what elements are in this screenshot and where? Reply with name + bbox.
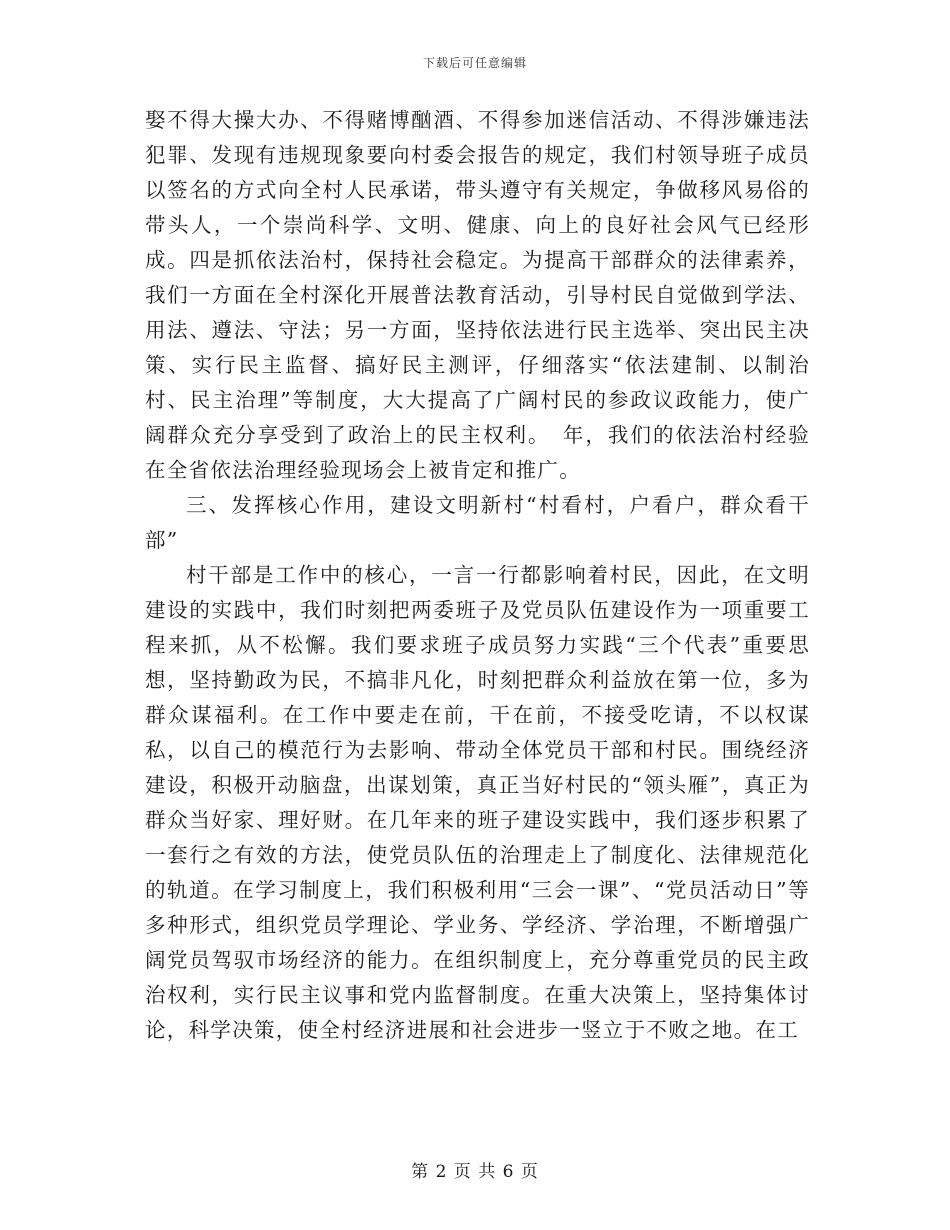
document-body	[145, 103, 810, 1048]
page-number: 第 2 页 共 6 页	[411, 1162, 539, 1182]
section-heading-three: 三、发挥核心作用，建设文明新村“村看村，户看户，群众看干部”	[145, 493, 810, 552]
paragraph-village-cadres: 村干部是工作中的核心，一言一行都影响着村民，因此，在文明建设的实践中，我们时刻把两委班子及党员队伍建设作为一项重要工程来抓，从不松懈。我们要求班子成员努力实践“三个代表”重要思想，坚持勤政为民，不搞非凡化，时刻把群众利益放在第一位，多为群众谋福利。在工作中要走在前，干在前，不接受吃请，不以权谋私，以自己的模范行为去影响、带动全体党员干部和村民。围绕经济建设，积极开动脑盘，出谋划策，真正当好村民的“领头雁”，真正为群众当好家、理好财。在几年来的班子建设实践中，我们逐步积累了一套行之有效的方法，使党员队伍的治理走上了制度化、法律规范化的轨道。在学习制度上，我们积极利用“三会一课”、“党员活动日”等多种形式，组织党员学理论、学业务、学经济、学治理，不断增强广阔党员驾驭市场经济的能力。在组织制度上，充分尊重党员的民主政治权利，实行民主议事和党内监督制度。在重大决策上，坚持集体讨论，科学决策，使全村经济进展和社会进步一竖立于不败之地。在工	[145, 563, 810, 1042]
paragraph-rule-of-law: 娶不得大操大办、不得赌博酗酒、不得参加迷信活动、不得涉嫌违法犯罪、发现有违规现象要向村委会报告的规定，我们村领导班子成员以签名的方式向全村人民承诺，带头遵守有关规定，争做移风易俗的带头人，一个崇尚科学、文明、健康、向上的良好社会风气已经形成。四是抓依法治村，保持社会稳定。为提高干部群众的法律素养，我们一方面在全村深化开展普法教育活动，引导村民自觉做到学法、用法、遵法、守法；另一方面，坚持依法进行民主选举、突出民主决策、实行民主监督、搞好民主测评，仔细落实“依法建制、以制治村、民主治理”等制度，大大提高了广阔村民的参政议政能力，使广阔群众充分享受到了政治上的民主权利。 年，我们的依法治村经验在全省依法治理经验现场会上被肯定和推广。	[145, 108, 810, 482]
page-header-note: 下载后可任意编辑	[422, 56, 527, 70]
